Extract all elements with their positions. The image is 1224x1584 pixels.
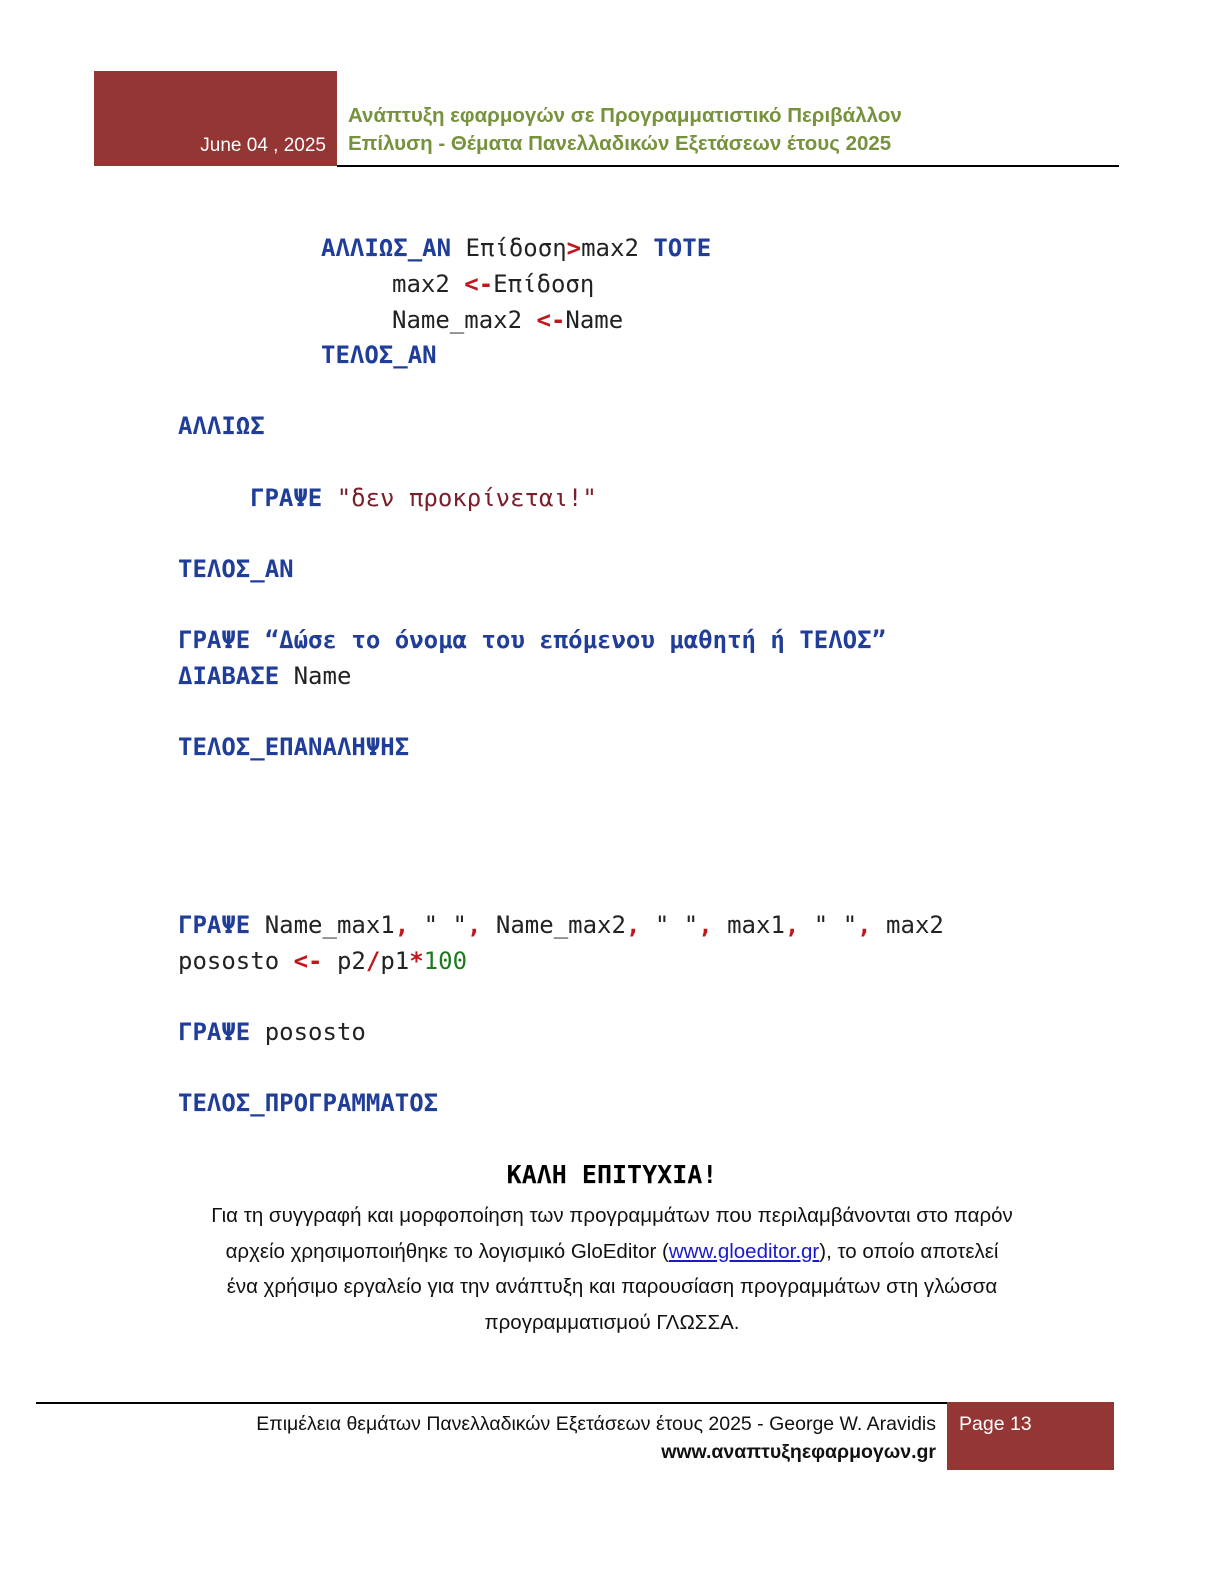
code-keyword: ΤΕΛΟΣ_ΑΝ — [178, 555, 294, 583]
code-operator: <- — [293, 947, 323, 975]
code-text: " " — [640, 911, 699, 939]
code-line-write-prompt — [178, 625, 886, 655]
code-keyword: ΓΡΑΨΕ “Δώσε το όνομα του επόμενου μαθητή ή ΤΕΛΟΣ” — [178, 626, 887, 654]
code-comma: , — [784, 911, 800, 939]
note-line: Για τη συγγραφή και μορφοποίηση των προγραμμάτων που περιλαμβάνονται στο παρόν — [211, 1204, 1013, 1227]
footer-rule — [36, 1402, 948, 1404]
note-text: ), το οποίο αποτελεί — [819, 1239, 999, 1263]
code-text: Name — [279, 662, 352, 690]
code-text: Επίδοση — [493, 270, 595, 298]
footer-site: www.αναπτυξηεφαρμογων.gr — [661, 1441, 936, 1463]
note-line: προγραμματισμού ΓΛΩΣΣΑ. — [484, 1310, 740, 1334]
header-title-line1: Ανάπτυξη εφαρμογών σε Προγραμματιστικό Περιβάλλον — [348, 104, 902, 127]
code-line-write-not-qualified — [250, 483, 597, 513]
code-comma: , — [625, 911, 641, 939]
code-line-compute-pososto — [178, 946, 467, 976]
code-keyword: ΑΛΛΙΩΣ — [178, 412, 265, 440]
page-number: Page 13 — [959, 1413, 1032, 1435]
code-line-else — [178, 411, 265, 441]
code-keyword: ΓΡΑΨΕ — [178, 1018, 251, 1046]
header-rule — [337, 165, 1119, 167]
code-text: Επίδοση — [451, 234, 567, 262]
gloeditor-link[interactable]: www.gloeditor.gr — [668, 1239, 820, 1263]
code-text: Name_max1 — [250, 911, 395, 939]
code-text: " " — [409, 911, 467, 939]
code-text: p2 — [322, 947, 366, 975]
code-text: Name — [565, 306, 624, 334]
code-number: 100 — [423, 947, 468, 975]
code-line-assign-name-max2 — [392, 305, 623, 335]
footer-credit-block — [256, 1410, 936, 1466]
code-operator: > — [566, 234, 582, 262]
code-keyword: ΤΕΛΟΣ_ΑΝ — [321, 341, 437, 369]
gloeditor-note — [160, 1198, 1064, 1340]
code-text: max2 — [581, 234, 654, 262]
code-comma: , — [857, 911, 872, 939]
code-keyword: ΔΙΑΒΑΣΕ — [178, 662, 280, 690]
code-line-end-loop — [178, 732, 409, 762]
code-text: Name_max2 — [392, 306, 537, 334]
code-line-write-pososto — [178, 1017, 366, 1047]
code-keyword: ΑΛΛΙΩΣ_ΑΝ — [321, 234, 452, 262]
code-text: Name_max2 — [481, 911, 626, 939]
code-comma: , — [698, 911, 713, 939]
code-keyword: ΤΕΛΟΣ_ΕΠΑΝΑΛΗΨΗΣ — [178, 733, 410, 761]
note-line — [160, 1234, 1064, 1270]
code-keyword: ΓΡΑΨΕ — [250, 484, 323, 512]
code-keyword: ΓΡΑΨΕ — [178, 911, 251, 939]
code-text: pososto — [178, 947, 294, 975]
footer-page-box — [947, 1402, 1114, 1470]
code-operator: * — [409, 947, 424, 975]
code-text: " " — [799, 911, 858, 939]
code-line-end-program — [178, 1088, 438, 1118]
code-text: pososto — [250, 1018, 366, 1046]
code-line-write-results — [178, 910, 944, 940]
good-luck-heading: ΚΑΛΗ ΕΠΙΤΥΧΙΑ! — [506, 1160, 718, 1189]
code-line-elseif — [321, 233, 711, 263]
footer-credit: Επιμέλεια θεμάτων Πανελλαδικών Εξετάσεων έτους 2025 - George W. Aravidis — [256, 1413, 936, 1435]
code-line-assign-max2 — [392, 269, 594, 299]
header-date-box — [94, 71, 337, 166]
header-title-line2: Επίλυση - Θέματα Πανελλαδικών Εξετάσεων έτους 2025 — [348, 132, 892, 155]
code-operator: / — [365, 947, 381, 975]
code-line-end-if-outer — [178, 554, 294, 584]
note-text: αρχείο χρησιμοποιήθηκε το λογισμικό GloEditor ( — [225, 1239, 669, 1263]
code-text: p1 — [380, 947, 410, 975]
code-line-read-name — [178, 661, 351, 691]
code-comma: , — [467, 911, 482, 939]
code-operator: <- — [464, 270, 494, 298]
header-date: June 04 , 2025 — [200, 135, 326, 156]
code-line-end-if-inner — [321, 340, 437, 370]
code-operator: <- — [536, 306, 566, 334]
code-text: max1 — [712, 911, 785, 939]
code-text: max2 — [392, 270, 465, 298]
code-comma: , — [394, 911, 410, 939]
code-string: "δεν προκρίνεται!" — [336, 484, 597, 512]
code-keyword: ΤΕΛΟΣ_ΠΡΟΓΡΑΜΜΑΤΟΣ — [178, 1089, 439, 1117]
code-text: max2 — [871, 911, 944, 939]
note-line: ένα χρήσιμο εργαλείο για την ανάπτυξη και παρουσίαση προγραμμάτων στη γλώσσα — [226, 1275, 998, 1298]
header-title — [348, 102, 902, 158]
code-keyword: ΤΟΤΕ — [653, 234, 712, 262]
